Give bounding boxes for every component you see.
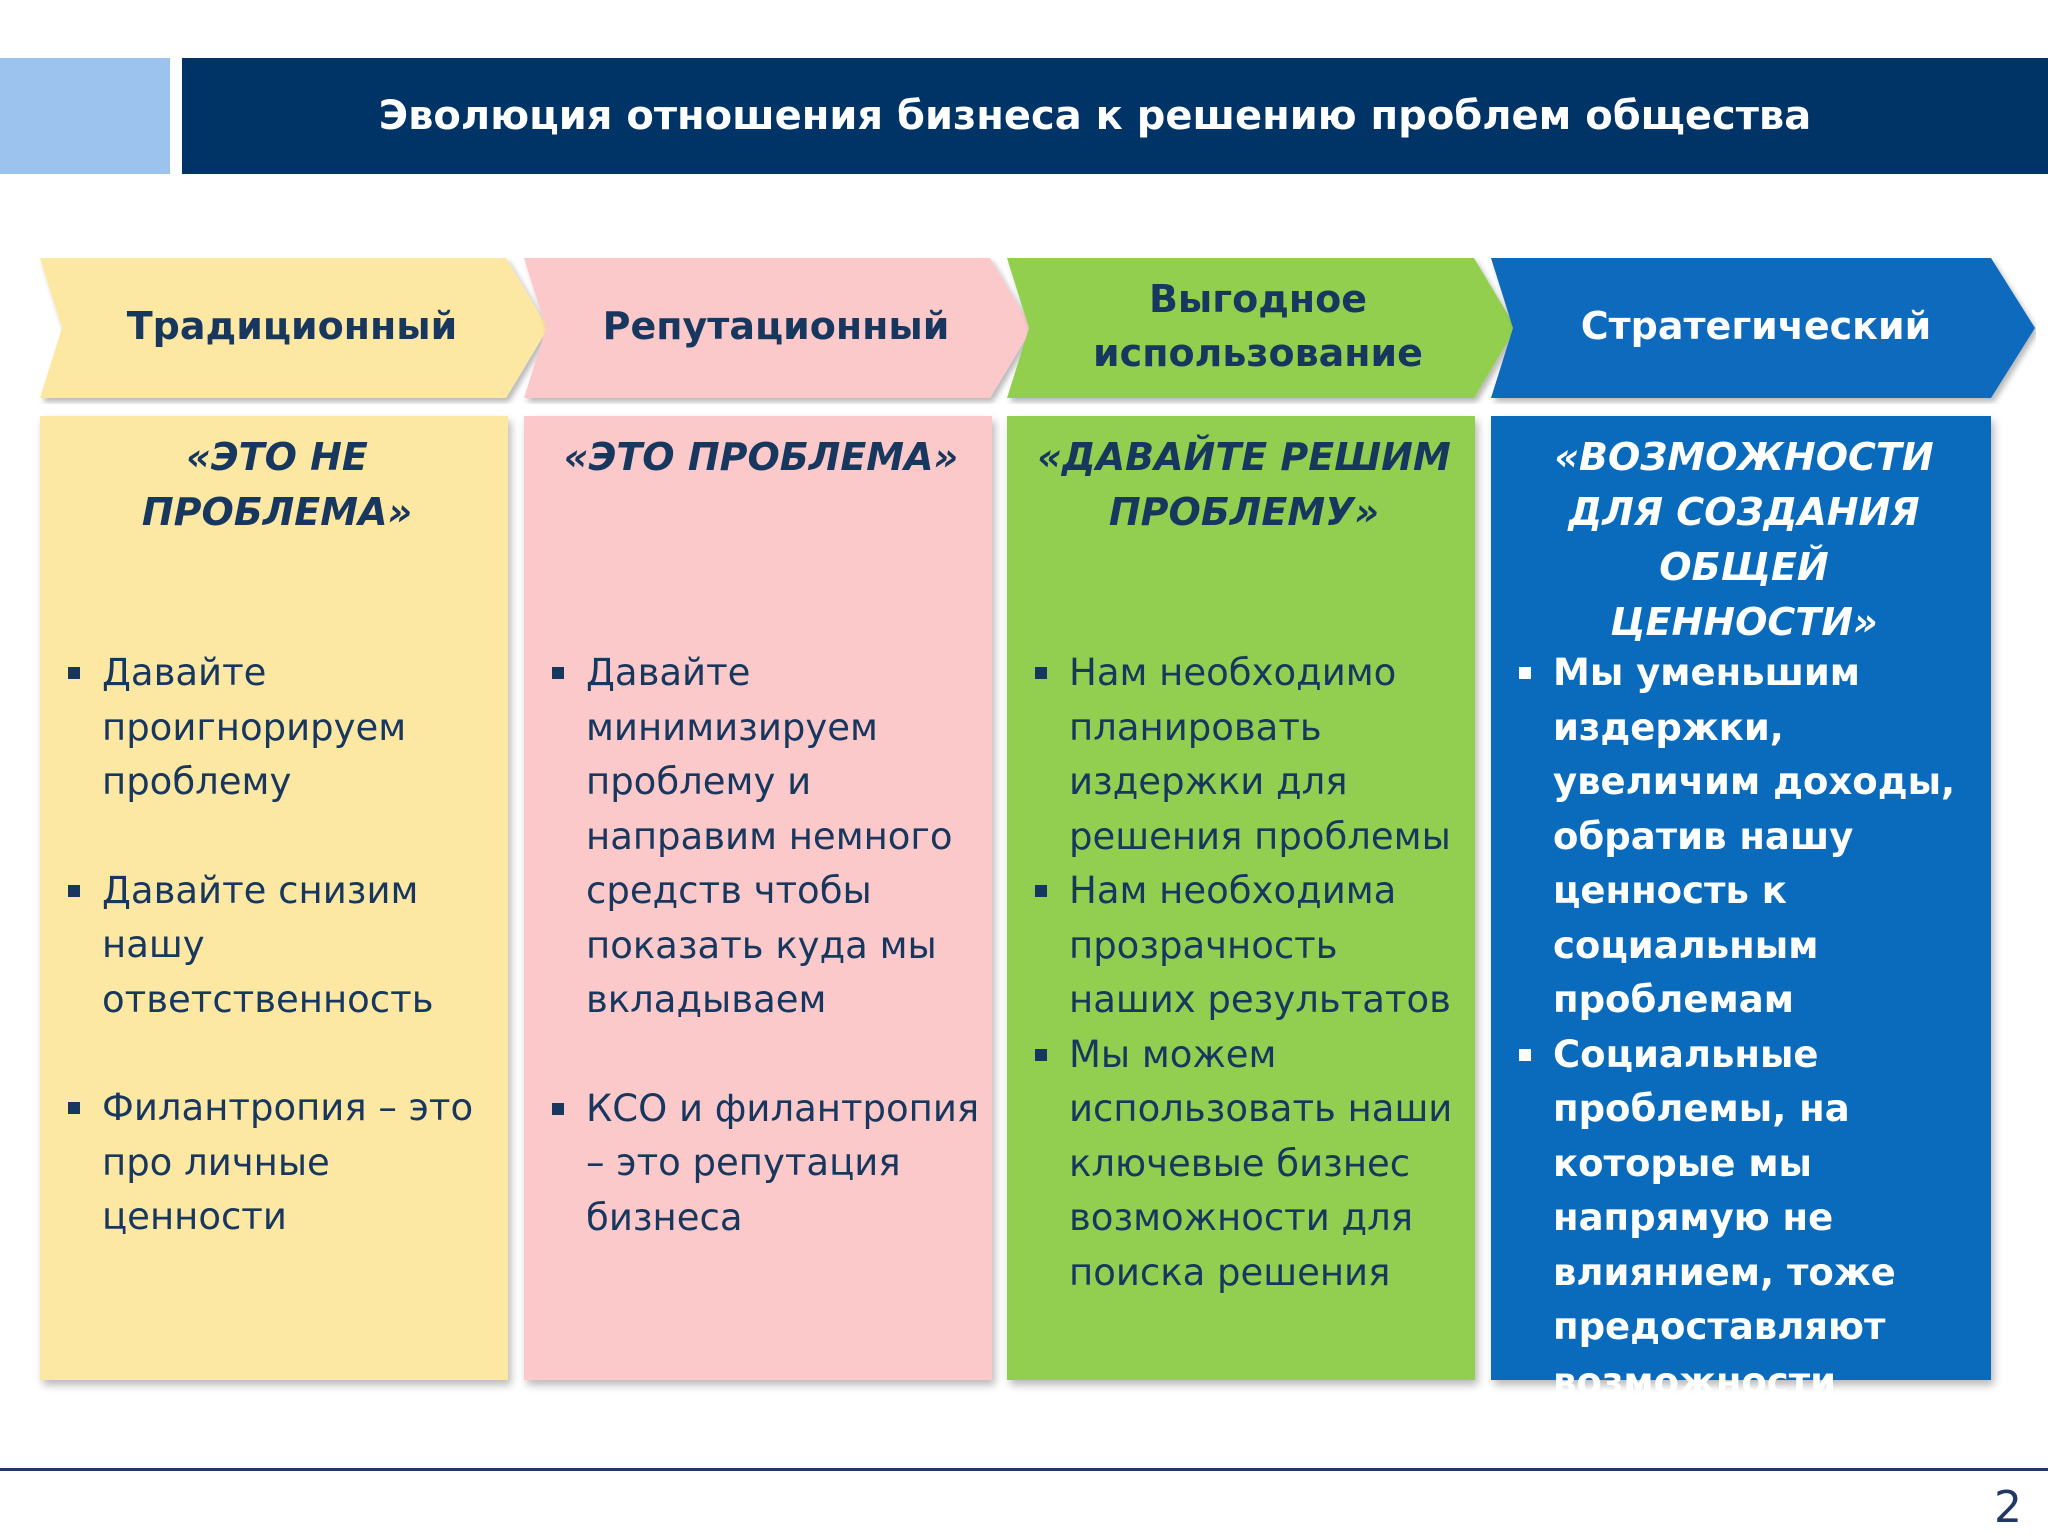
list-item: Мы можем использовать наши ключевые бизнес возможности для поиска решения	[1031, 1028, 1463, 1301]
square-bullet-icon	[1035, 885, 1047, 897]
list-item: Филантропия – это про личные ценности	[64, 1081, 496, 1245]
square-bullet-icon	[552, 667, 564, 679]
stage-column-traditional	[40, 416, 508, 1380]
stage-label-beneficial: Выгодное использование	[1093, 277, 1423, 375]
stage-label-reputational: Репутационный	[602, 304, 950, 348]
page-number: 2	[1994, 1482, 2022, 1533]
stage-bullets	[1515, 646, 1979, 1409]
slide-title: Эволюция отношения бизнеса к решению проблем общества	[378, 93, 1812, 139]
stage-heading: «ЭТО НЕ ПРОБЛЕМА»	[141, 435, 413, 534]
header-accent-box	[0, 58, 170, 174]
list-item: Давайте минимизируем проблему и направим немного средств чтобы показать куда мы вкладываем	[548, 646, 980, 1028]
stage-bullets	[1031, 646, 1463, 1300]
square-bullet-icon	[68, 1102, 80, 1114]
list-item: Давайте проигнорируем проблему	[64, 646, 496, 810]
footer-divider	[0, 1468, 2048, 1471]
stage-label-traditional: Традиционный	[126, 304, 458, 348]
square-bullet-icon	[68, 667, 80, 679]
stage-bullets	[64, 646, 496, 1245]
list-item: Нам необходимо планировать издержки для решения проблемы	[1031, 646, 1463, 864]
stage-column-strategic	[1491, 416, 1991, 1403]
list-item: Социальные проблемы, на которые мы напрямую не влиянием, тоже предоставляют возможности	[1515, 1028, 1979, 1410]
square-bullet-icon	[1035, 1049, 1047, 1061]
square-bullet-icon	[68, 885, 80, 897]
stage-column-reputational	[524, 416, 992, 1380]
list-item: КСО и филантропия – это репутация бизнеса	[548, 1082, 980, 1246]
square-bullet-icon	[552, 1103, 564, 1115]
stage-bullets	[548, 646, 980, 1245]
stage-heading: «ВОЗМОЖНОСТИ ДЛЯ СОЗДАНИЯ ОБЩЕЙ ЦЕННОСТИ»	[1554, 435, 1934, 644]
square-bullet-icon	[1519, 1049, 1531, 1061]
list-item: Мы уменьшим издержки, увеличим доходы, обратив нашу ценность к социальным проблемам	[1515, 646, 1979, 1028]
square-bullet-icon	[1035, 667, 1047, 679]
stage-column-beneficial	[1007, 416, 1475, 1380]
stage-heading: «ДАВАЙТЕ РЕШИМ ПРОБЛЕМУ»	[1037, 435, 1451, 534]
stage-heading: «ЭТО ПРОБЛЕМА»	[563, 435, 959, 479]
square-bullet-icon	[1519, 667, 1531, 679]
title-bar	[182, 58, 2048, 174]
list-item: Нам необходима прозрачность наших результатов	[1031, 864, 1463, 1028]
list-item: Давайте снизим нашу ответственность	[64, 864, 496, 1028]
stage-label-strategic: Стратегический	[1580, 304, 1932, 348]
